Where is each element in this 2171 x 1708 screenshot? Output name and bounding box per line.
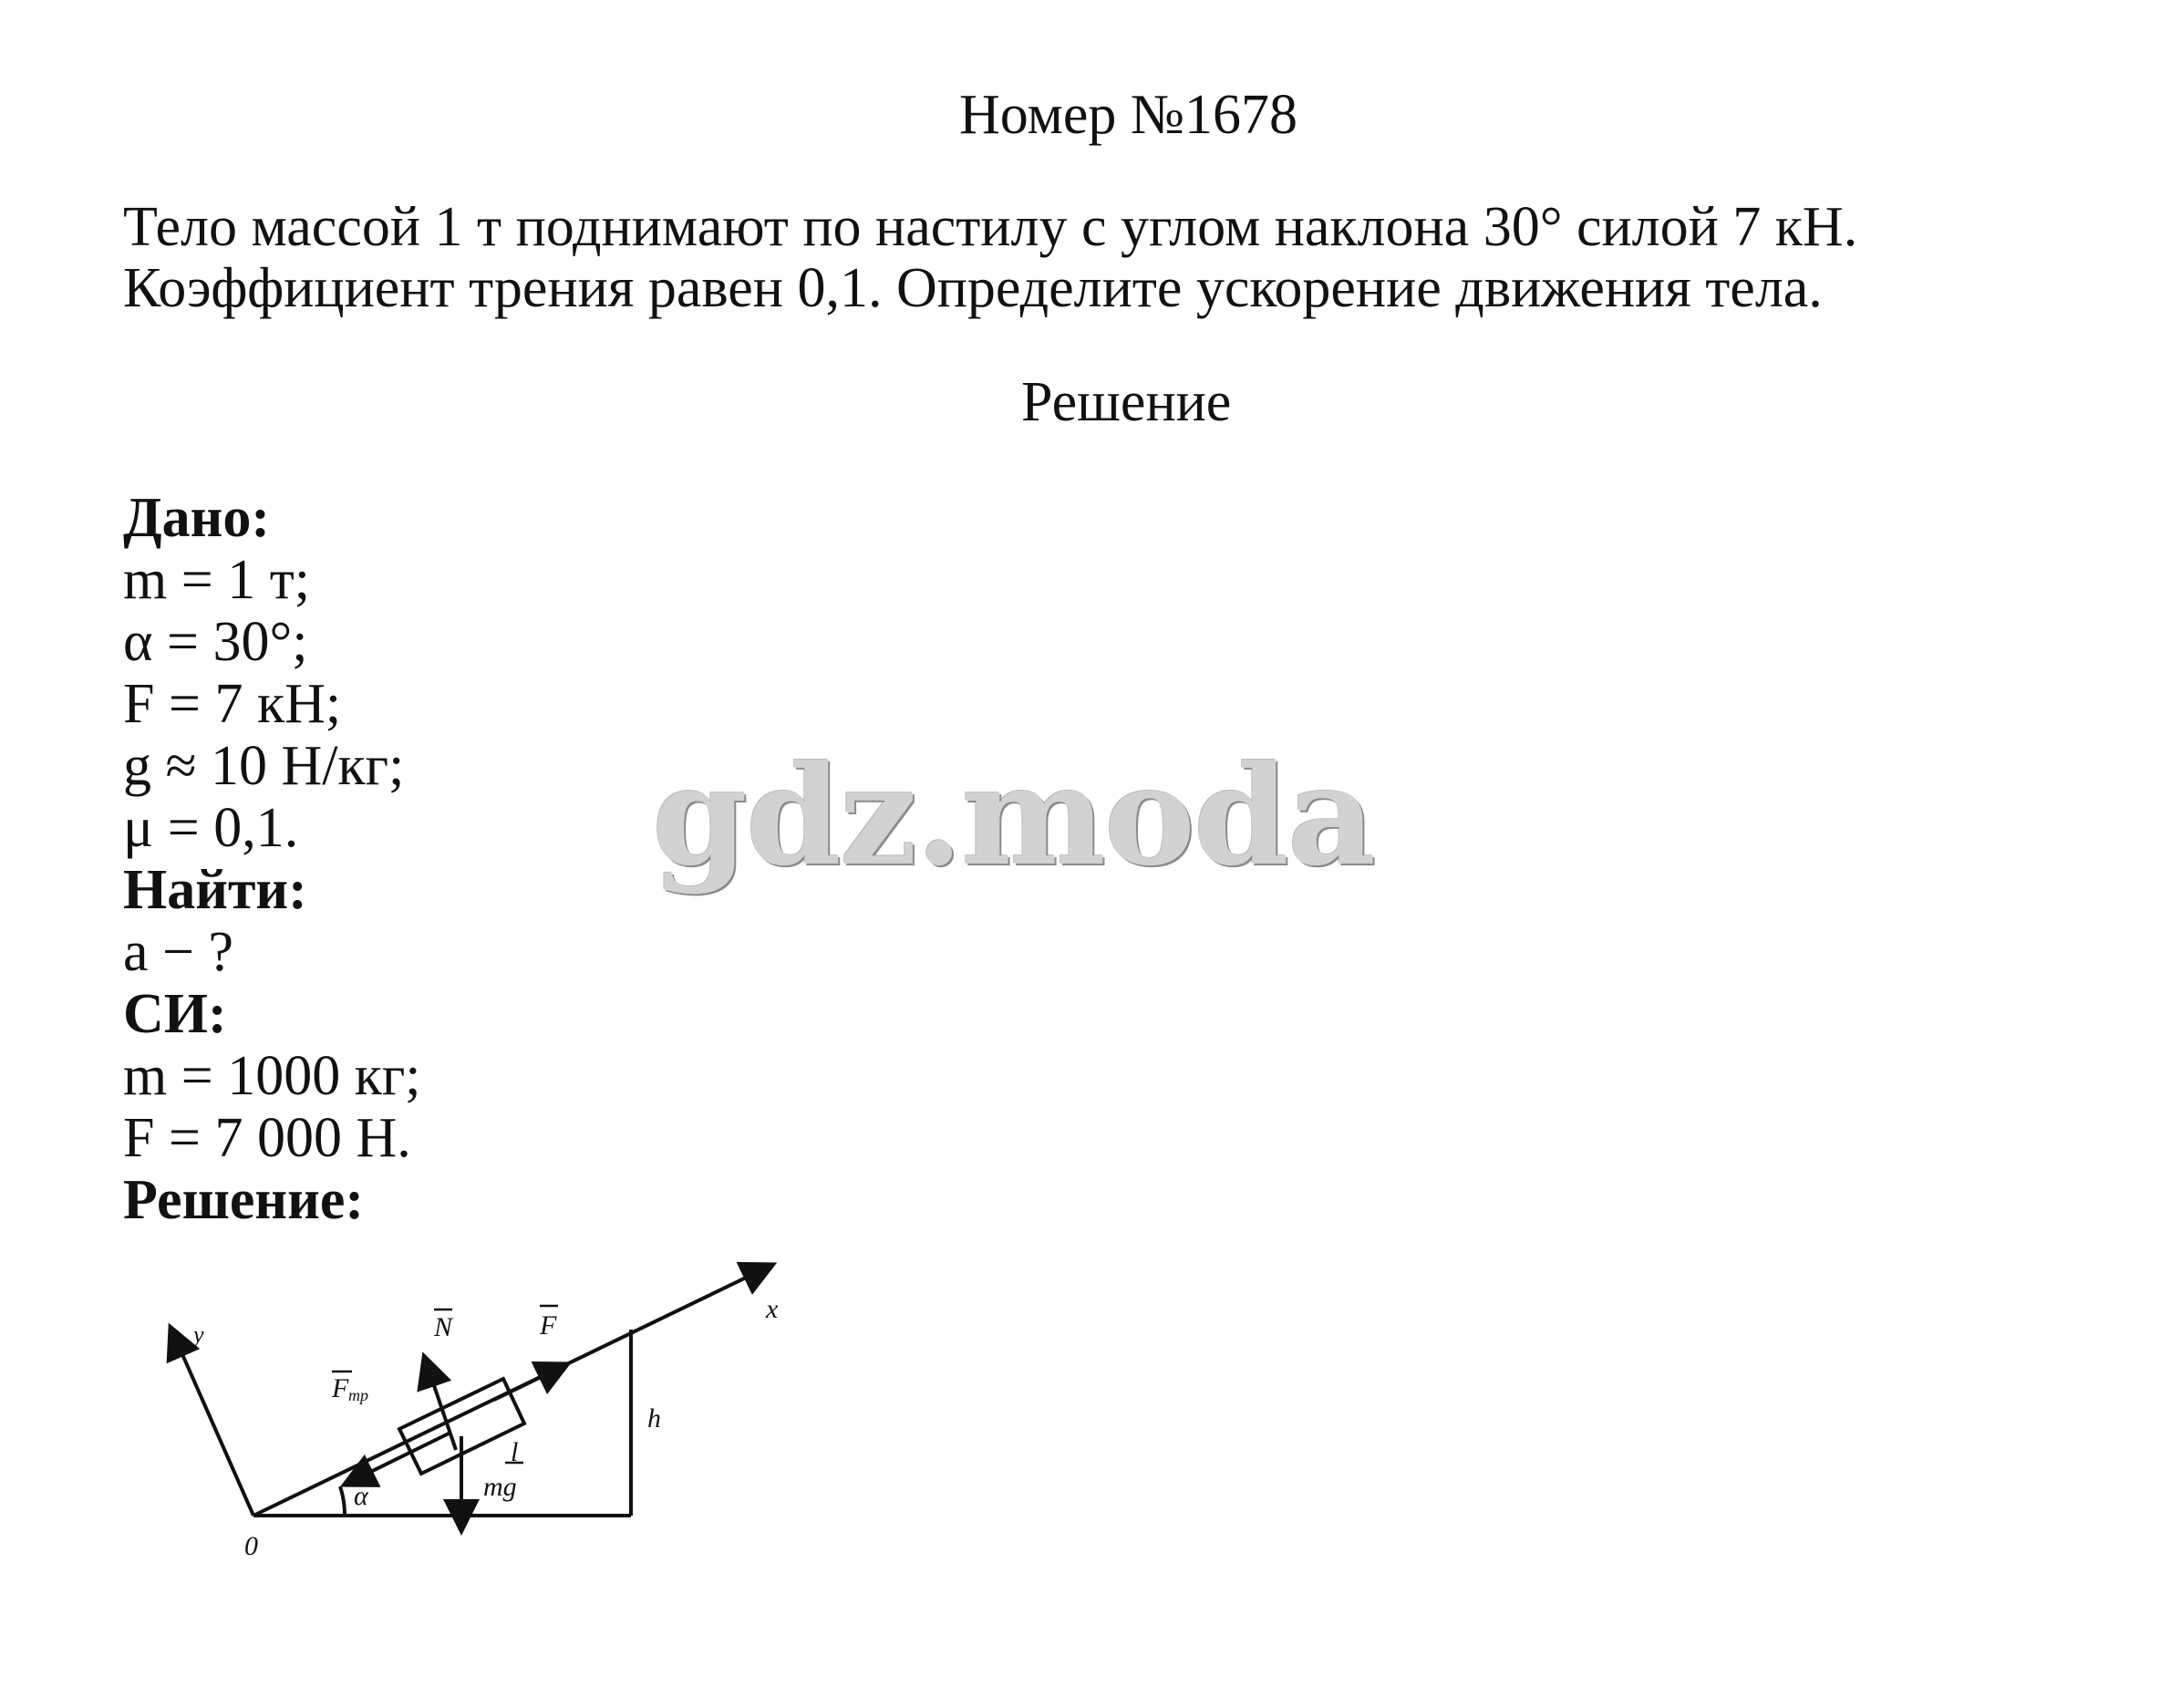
inclined-plane-diagram (128, 1222, 802, 1568)
si-item: m = 1000 кг; (123, 1045, 421, 1107)
si-heading: СИ: (123, 983, 227, 1045)
y-axis-arrow (171, 1330, 253, 1516)
friction-force-arrow (346, 1434, 449, 1484)
given-item: m = 1 т; (123, 549, 311, 611)
find-heading: Найти: (123, 859, 307, 921)
page-title: Номер №1678 (959, 84, 1298, 146)
height-label: h (647, 1403, 661, 1434)
given-heading: Дано: (123, 487, 271, 549)
length-label: l (511, 1437, 519, 1467)
origin-label: 0 (244, 1531, 258, 1561)
find-item: a − ? (123, 921, 234, 983)
normal-label: N (434, 1312, 453, 1342)
y-axis-label: y (193, 1321, 204, 1348)
force-label: F (540, 1310, 557, 1341)
watermark: gdz.moda (652, 736, 1375, 896)
given-item: α = 30°; (123, 611, 308, 673)
given-item: g ≈ 10 Н/кг; (123, 735, 405, 797)
friction-subscript: тр (348, 1386, 368, 1404)
angle-arc (340, 1486, 345, 1516)
angle-label: α (354, 1481, 368, 1511)
x-axis-label: x (766, 1294, 779, 1324)
problem-line-1: Тело массой 1 т поднимают по настилу с углом наклона 30° силой 7 кН. (123, 196, 1858, 258)
gravity-label: mg (483, 1472, 517, 1502)
solution-heading: Решение: (123, 1169, 365, 1231)
problem-line-2: Коэффициент трения равен 0,1. Определите ускорение движения тела. (123, 257, 1823, 319)
section-title: Решение (1021, 371, 1232, 433)
si-item: F = 7 000 Н. (123, 1107, 411, 1169)
friction-label: F (332, 1373, 349, 1403)
given-item: μ = 0,1. (123, 797, 299, 859)
given-item: F = 7 кН; (123, 673, 342, 735)
